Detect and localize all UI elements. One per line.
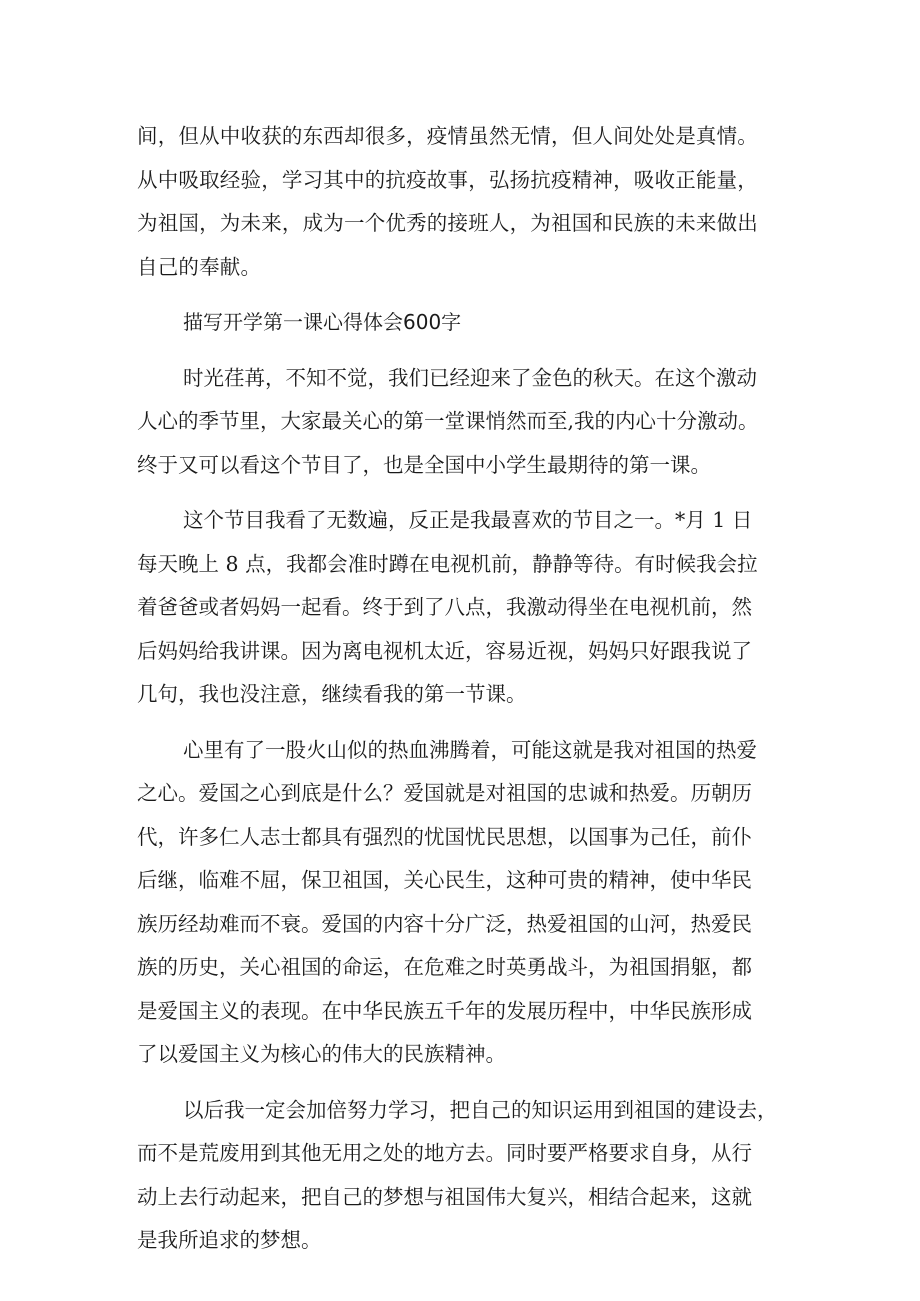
text-line: 几句，我也没注意，继续看我的第一节课。 [137, 682, 527, 706]
section-heading: 描写开学第一课心得体会600字 [183, 310, 462, 334]
text-line: 后继，临难不屈，保卫祖国，关心民生，这种可贵的精神，使中华民 [137, 868, 752, 892]
text-line: 间，但从中收获的东西却很多，疫情虽然无情，但人间处处是真情。 [137, 124, 758, 148]
text-line: 族历经劫难而不衰。爱国的内容十分广泛，热爱祖国的山河，热爱民 [137, 911, 752, 936]
text-line: 之心。爱国之心到底是什么？爱国就是对祖国的忠诚和热爱。历朝历 [137, 781, 752, 805]
text-line: 时光荏苒，不知不觉，我们已经迎来了金色的秋天。在这个激动 [183, 365, 757, 390]
text-line: 从中吸取经验，学习其中的抗疫故事，弘扬抗疫精神，吸收正能量， [137, 167, 758, 192]
text-line: 这个节目我看了无数遍，反正是我最喜欢的节目之一。*月 1 日 [183, 508, 753, 532]
text-line: 着爸爸或者妈妈一起看。终于到了八点，我激动得坐在电视机前，然 [137, 595, 752, 619]
text-line: 后妈妈给我讲课。因为离电视机太近，容易近视，妈妈只好跟我说了 [137, 638, 752, 663]
paragraph-intro [137, 115, 797, 289]
paragraph-3 [137, 729, 797, 1077]
text-line: 而不是荒废用到其他无用之处的地方去。同时要严格要求自身，从行 [137, 1141, 752, 1165]
text-line: 了以爱国主义为核心的伟大的民族精神。 [137, 1042, 506, 1066]
text-line: 族的历史，关心祖国的命运，在危难之时英勇战斗，为祖国捐躯，都 [137, 955, 752, 979]
text-line: 是爱国主义的表现。在中华民族五千年的发展历程中，中华民族形成 [137, 998, 752, 1023]
text-line: 代，许多仁人志士都具有强烈的忧国忧民思想，以国事为己任，前仆 [137, 824, 752, 849]
text-line: 为祖国，为未来，成为一个优秀的接班人，为祖国和民族的未来做出 [137, 211, 758, 235]
text-line: 每天晚上 8 点，我都会准时蹲在电视机前，静静等待。有时候我会拉 [137, 551, 758, 576]
text-line: 是我所追求的梦想。 [137, 1228, 322, 1252]
document-body [137, 115, 797, 1275]
text-line: 动上去行动起来，把自己的梦想与祖国伟大复兴，相结合起来，这就 [137, 1184, 752, 1209]
text-line: 心里有了一股火山似的热血沸腾着，可能这就是我对祖国的热爱 [183, 737, 757, 762]
paragraph-4 [137, 1089, 797, 1263]
text-line: 人心的季节里，大家最关心的第一堂课悄然而至,我的内心十分激动。 [137, 409, 759, 433]
paragraph-1 [137, 357, 797, 488]
text-line: 终于又可以看这个节目了，也是全国中小学生最期待的第一课。 [137, 452, 711, 477]
text-line: 自己的奉献。 [137, 254, 262, 279]
paragraph-2 [137, 499, 797, 717]
text-line: 以后我一定会加倍努力学习，把自己的知识运用到祖国的建设去， [183, 1097, 778, 1122]
